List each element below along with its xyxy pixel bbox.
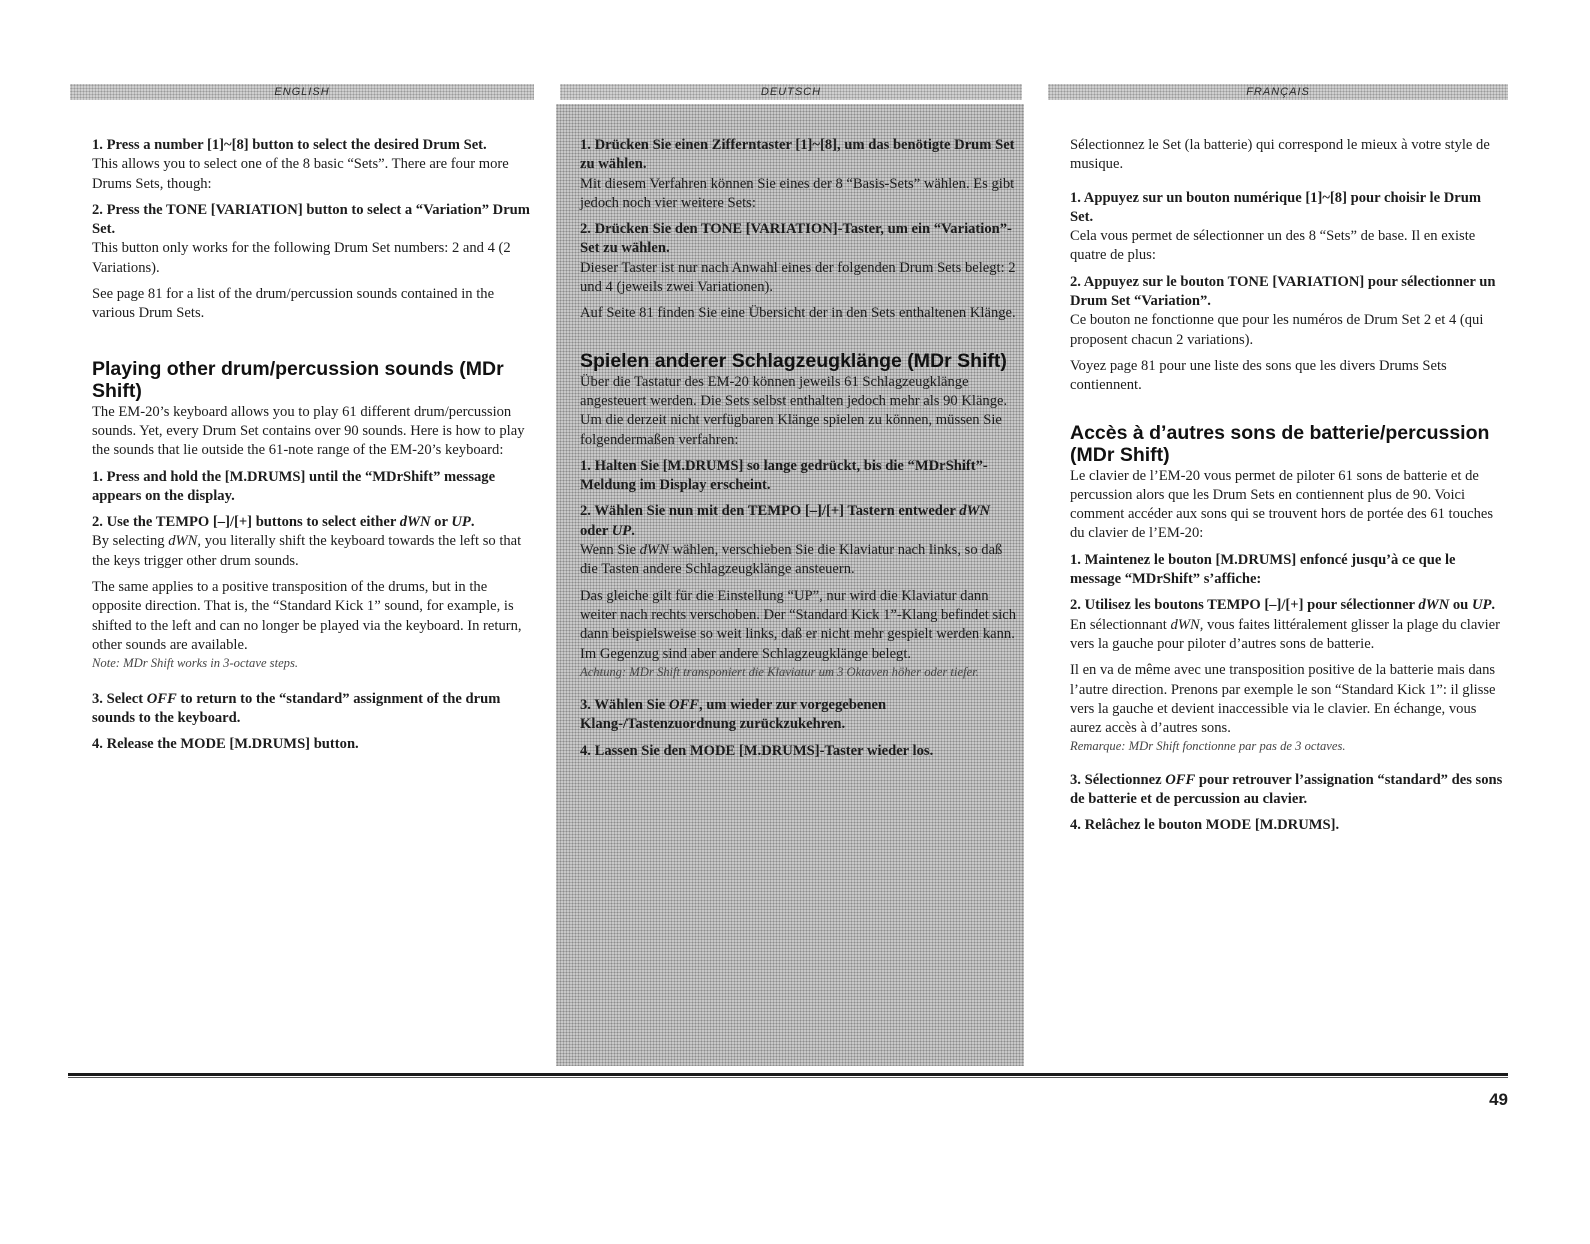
english-mdr-step-2-text: 2. Use the TEMPO [–]/[+] buttons to select either [92,514,400,531]
deutsch-mdr-step-2-body [580,541,1018,580]
deutsch-drumset-step-2: 2. Drücken Sie den TONE [VARIATION]-Taster, um ein “Variation”-Set zu wählen. [580,221,1012,257]
deutsch-mdr-step-2-text: 2. Wählen Sie nun mit den TEMPO [–]/[+] Tastern entweder [580,503,960,520]
francais-off-label: OFF [1165,771,1196,788]
english-drumset-step-1: 1. Press a number [1]~[8] button to select the desired Drum Set. [92,137,487,153]
francais-step-3-b: pour retrouver l’assignation “standard” des sons de batterie et de percussion au clavier. [1070,771,1503,808]
english-step-2-end: . [470,514,475,531]
francais-intro-top: Sélectionnez le Set (la batterie) qui correspond le mieux à votre style de musique. [1070,137,1490,173]
deutsch-drumset-step-1-body: Mit diesem Verfahren können Sie eines der 8 “Basis-Sets” wählen. Es gibt jedoch noch vier weitere Sets: [580,175,1015,211]
english-mdr-step-2-body [92,532,530,571]
english-drumset-step-2: 2. Press the TONE [VARIATION] button to select a “Variation” Drum Set. [92,201,530,238]
deutsch-body-b: wählen, verschieben Sie die Klaviatur nach links, so daß die Tasten andere Schlagzeugklänge ansteuern. [580,542,1003,578]
francais-section-intro: Le clavier de l’EM-20 vous permet de piloter 61 sons de batterie et de percussion alors que les Drum Sets en contiennent plus de 90. Voici comment accéder aux sons qui se trouvent hors de portée des 61 touches du clavier de l’EM-20: [1070,467,1494,542]
francais-section-heading: Accès à d’autres sons de batterie/percussion (MDr Shift) [1070,421,1490,466]
english-body-a: By selecting [92,533,169,550]
deutsch-section-heading: Spielen anderer Schlagzeugklänge (MDr Shift) [580,349,1007,372]
deutsch-off-label: OFF [668,697,699,714]
francais-up-label: UP [1471,597,1492,614]
deutsch-body-a: Wenn Sie [580,542,640,559]
deutsch-body-dwn: dWN [639,542,669,559]
francais-body-dwn: dWN [1170,616,1200,633]
english-note: Note: MDr Shift works in 3-octave steps. [92,656,299,671]
english-step-3-b: to return to the “standard” assignment of the drum sounds to the keyboard. [92,690,501,726]
deutsch-mdr-step-2 [580,502,1018,541]
francais-mdr-step-3 [1070,771,1506,810]
english-or-text: or [430,514,452,531]
francais-drumset-step-2: 2. Appuyez sur le bouton TONE [VARIATION] pour sélectionner un Drum Set “Variation”. [1070,273,1496,310]
deutsch-or-text: oder [580,522,612,539]
deutsch-step-3-a: 3. Wählen Sie [580,697,669,714]
english-drumset-step-2-body: This button only works for the following Drum Set numbers: 2 and 4 (2 Variations). [92,240,511,276]
francais-see-page: Voyez page 81 pour une liste des sons que les divers Drums Sets contiennent. [1070,357,1447,394]
deutsch-drumset-step-1: 1. Drücken Sie einen Zifferntaster [1]~[8], um das benötigte Drum Set zu wählen. [580,137,1015,173]
francais-mdr-step-4: 4. Relâchez le bouton MODE [M.DRUMS]. [1070,817,1340,834]
english-section-intro: The EM-20’s keyboard allows you to play 61 different drum/percussion sounds. Yet, every Drum Set contains over 90 sounds. Here is how to play the sounds that lie outside the 61-note range of the EM-20’s keyboard: [92,403,525,459]
francais-step-3-a: 3. Sélectionnez [1070,771,1166,788]
deutsch-mdr-step-3 [580,696,1018,735]
deutsch-drumset-step-2-body: Dieser Taster ist nur nach Anwahl eines der folgenden Drum Sets belegt: 2 und 4 (jeweils zwei Variationen). [580,259,1016,296]
english-section-heading: Playing other drum/percussion sounds (MDr Shift) [92,357,504,402]
deutsch-mdr-step-1: 1. Halten Sie [M.DRUMS] so lange gedrückt, bis die “MDrShift”-Meldung im Display erscheint. [580,457,988,494]
francais-mdr-step-2 [1070,596,1506,615]
deutsch-note: Achtung: MDr Shift transponiert die Klaviatur um 3 Oktaven höher oder tiefer. [580,664,979,679]
francais-note: Remarque: MDr Shift fonctionne par pas de 3 octaves. [1070,739,1346,754]
francais-or-text: ou [1449,597,1472,614]
francais-mdr-step-2-body [1070,616,1506,655]
deutsch-section-intro: Über die Tastatur des EM-20 können jeweils 61 Schlagzeugklänge angesteuert werden. Die Sets selbst enthalten jedoch mehr als 90 Klänge. Um die derzeit nicht verfügbaren Klänge spielen zu können, müssen Sie folgendermaßen verfahren: [580,373,1008,448]
deutsch-step-3-b: , um wieder zur vorgegebenen Klang-/Tastenzuordnung zurückzukehren. [580,697,887,733]
english-step-3-a: 3. Select [92,690,147,707]
deutsch-dwn-label: dWN [959,503,991,520]
footer-rule-thin [68,1077,1508,1078]
lang-header-english: ENGLISH [70,84,534,100]
lang-header-francais: FRANÇAIS [1048,84,1508,100]
english-column [92,136,530,761]
deutsch-up-label: UP [611,522,632,539]
francais-drumset-step-2-body: Ce bouton ne fonctionne que pour les numéros de Drum Set 2 et 4 (qui proposent chacun 2 variations). [1070,312,1484,348]
footer-rule [68,1073,1508,1076]
page-number: 49 [1489,1090,1508,1109]
francais-body-b: , vous faites littéralement glisser la plage du clavier vers la gauche pour piloter d’autres sons de batterie. [1070,616,1500,652]
francais-mdr-step-1: 1. Maintenez le bouton [M.DRUMS] enfoncé jusqu’à ce que le message “MDrShift” s’affiche: [1070,551,1456,588]
francais-drumset-step-1: 1. Appuyez sur un bouton numérique [1]~[8] pour choisir le Drum Set. [1070,189,1481,225]
francais-column [1070,136,1506,843]
francais-mdr-step-2-body-2: Il en va de même avec une transposition positive de la batterie mais dans l’autre direction. Prenons par exemple le son “Standard Kick 1”: il glisse vers la gauche et devient inaccessible via le clavier. En échange, vous aurez accès à d’autres sons. [1070,662,1496,737]
english-mdr-step-2 [92,513,530,532]
english-drumset-step-1-body: This allows you to select one of the 8 basic “Sets”. There are four more Drums Sets, though: [92,156,509,192]
english-off-label: OFF [146,690,177,707]
english-see-page: See page 81 for a list of the drum/percussion sounds contained in the various Drum Sets. [92,286,495,322]
english-mdr-step-4: 4. Release the MODE [M.DRUMS] button. [92,736,359,753]
english-mdr-step-3 [92,690,530,729]
deutsch-step-2-end: . [631,522,635,539]
english-mdr-step-2-body-2: The same applies to a positive transposition of the drums, but in the opposite direction. That is, the “Standard Kick 1” sound, for example, is shifted to the left and can no longer be played via the keyboard. In return, other sounds are available. [92,579,522,653]
francais-drumset-step-1-body: Cela vous permet de sélectionner un des 8 “Sets” de base. Il en existe quatre de plus: [1070,228,1476,264]
english-body-dwn: dWN [168,533,198,550]
deutsch-mdr-step-4: 4. Lassen Sie den MODE [M.DRUMS]-Taster wieder los. [580,742,934,759]
english-up-label: UP [451,514,471,531]
deutsch-column [580,136,1018,768]
francais-dwn-label: dWN [1418,597,1450,614]
deutsch-mdr-step-2-body-2: Das gleiche gilt für die Einstellung “UP”, nur wird die Klaviatur dann weiter nach rechts verschoben. Der “Standard Kick 1”-Klang befindet sich dann beispielsweise so weit links, daß er nicht mehr gespielt werden kann. Im Gegenzug sind aber andere Schlagzeugklänge belegt. [580,587,1017,662]
francais-mdr-step-2-text: 2. Utilisez les boutons TEMPO [–]/[+] pour sélectionner [1070,597,1419,614]
english-dwn-label: dWN [399,514,431,531]
deutsch-see-page: Auf Seite 81 finden Sie eine Übersicht der in den Sets enthaltenen Klänge. [580,305,1016,322]
english-body-b: , you literally shift the keyboard towards the left so that the keys trigger other drum sounds. [92,533,522,569]
lang-header-deutsch: DEUTSCH [560,84,1022,100]
francais-body-a: En sélectionnant [1070,616,1171,633]
francais-step-2-end: . [1491,597,1496,614]
english-mdr-step-1: 1. Press and hold the [M.DRUMS] until the “MDrShift” message appears on the display. [92,468,496,504]
